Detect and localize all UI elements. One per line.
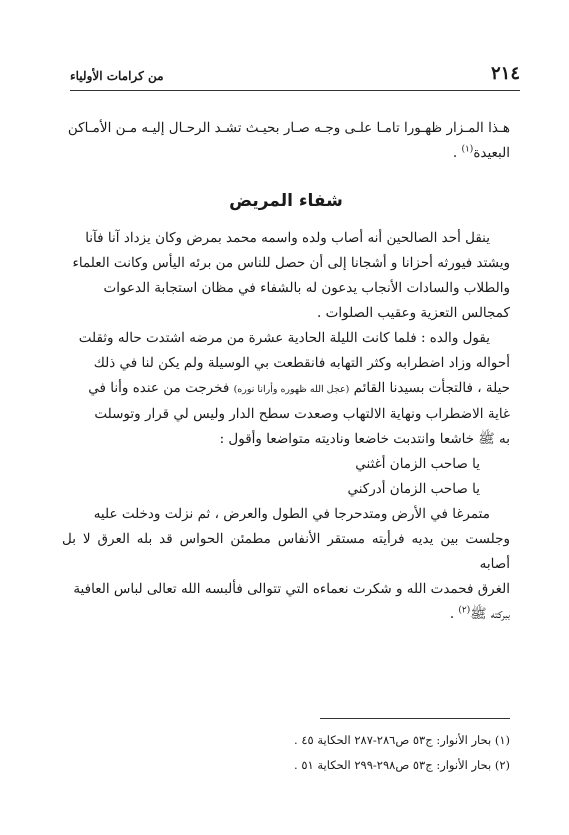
page-number: ٢١٤ xyxy=(490,63,520,84)
paragraph-line: به ﷺ خاشعا وانتدبت خاضعا وناديته متواضعا وأقول : xyxy=(219,431,510,447)
footnote-divider xyxy=(320,718,510,719)
footnote-ref: (١) xyxy=(461,144,474,155)
paragraph-line: يقول والده : فلما كانت الليلة الحادية عشرة من مرضه اشتدت حاله وثقلت xyxy=(78,330,490,346)
paragraph-line: ببركته ﷺ$^{(٢)}$ . xyxy=(449,605,510,622)
page-header xyxy=(70,62,520,88)
paragraph-line: أحواله وزاد اضطرابه وكثر التهابه فانقطعت بي الوسيلة ولم يكن لنا في ذلك xyxy=(93,355,510,371)
main-text xyxy=(62,116,510,627)
paragraph-line: ويشتد فيورثه أحزانا و أشجانا إلى أن حصل للناس من برئه اليأس وكانت العلماء xyxy=(72,255,510,271)
paragraph-line: وجلست بين يديه فرأيته مستقر الأنفاس مطمئن الحواس قد بله العرق لا بل أصابه xyxy=(62,531,510,572)
paragraph-line: ينقل أحد الصالحين أنه أصاب ولده واسمه محمد بمرض وكان يزداد آنا فآنا xyxy=(85,230,490,246)
footnotes xyxy=(62,728,510,778)
paragraph-line: والطلاب والسادات الأنجاب يدعون له بالشفاء في مظان استجابة الدعوات xyxy=(103,280,510,296)
footnote: (٢) بحار الأنوار: ج٥٣ ص٢٩٨-٢٩٩ الحكاية ٥١ . xyxy=(294,758,510,772)
invocation-line: يا صاحب الزمان أدركني xyxy=(347,481,480,497)
paragraph-line: الغرق فحمدت الله و شكرت نعماءه التي تتوالى فألبسه الله تعالى لباس العافية xyxy=(73,581,510,597)
inline-supplication: (عجل الله ظهوره وأرانا نوره) xyxy=(233,384,350,395)
invocation-line: يا صاحب الزمان أغثني xyxy=(355,456,480,472)
paragraph-line: حيلة ، فالتجأت بسيدنا القائم (عجل الله ظهوره وأرانا نوره) فخرجت من عنده وأنا في xyxy=(88,380,510,396)
running-title: من كرامات الأولياء xyxy=(70,69,164,83)
header-rule xyxy=(70,90,520,91)
footnote-ref: (٢) xyxy=(458,605,471,616)
intro-line: البعيدة$^{(١)}$ . xyxy=(452,144,510,161)
paragraph-line: متمرغا في الأرض ومتدحرجا في الطول والعرض ، ثم نزلت ودخلت عليه xyxy=(93,506,490,522)
paragraph-line: كمجالس التعزية وعقيب الصلوات . xyxy=(317,305,510,321)
intro-line: هـذا المـزار ظهـورا تامـا علـى وجـه صـار بحيـث تشـد الرحـال إليـه مـن الأمـاكن xyxy=(67,120,510,136)
paragraph-line: غاية الاضطراب ونهاية الالتهاب وصعدت سطح الدار وليس لي قرار وتوسلت xyxy=(94,406,510,422)
footnote: (١) بحار الأنوار: ج٥٣ ص٢٨٦-٢٨٧ الحكاية ٤٥ . xyxy=(294,733,510,747)
section-heading: شفاء المريض xyxy=(229,191,343,211)
